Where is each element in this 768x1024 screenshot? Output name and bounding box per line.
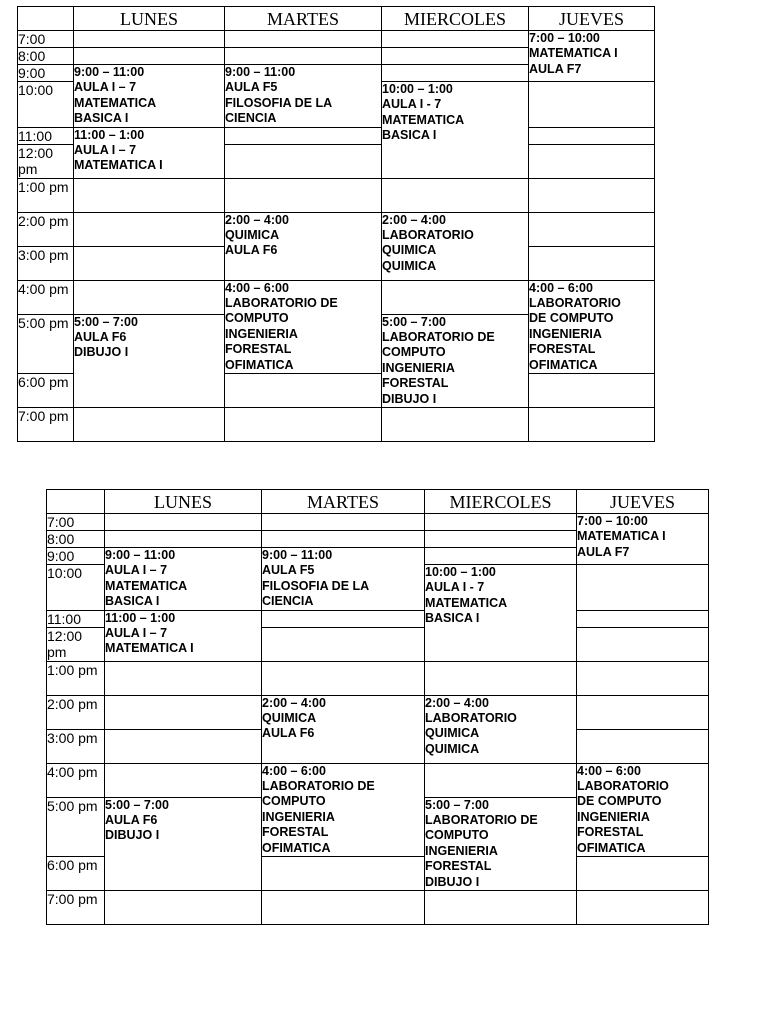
- empty-cell: [262, 610, 425, 627]
- class-block: 5:00 – 7:00 LABORATORIO DE COMPUTO INGENIERIA FORESTAL DIBUJO I: [382, 314, 529, 407]
- class-block: 9:00 – 11:00 AULA I – 7 MATEMATICA BASICA I: [74, 65, 225, 128]
- empty-cell: [529, 144, 655, 178]
- class-block: 9:00 – 11:00 AULA I – 7 MATEMATICA BASICA I: [105, 548, 262, 611]
- time-label: 10:00: [47, 565, 105, 611]
- class-block: 5:00 – 7:00 LABORATORIO DE COMPUTO INGENIERIA FORESTAL DIBUJO I: [425, 797, 577, 890]
- header-jueves: JUEVES: [577, 490, 709, 514]
- empty-cell: [529, 374, 655, 408]
- time-label: 6:00 pm: [18, 374, 74, 408]
- empty-cell: [74, 246, 225, 280]
- class-block: 11:00 – 1:00 AULA I – 7 MATEMATICA I: [105, 610, 262, 661]
- class-block: 4:00 – 6:00 LABORATORIO DE COMPUTO INGENIERIA FORESTAL OFIMATICA: [529, 280, 655, 373]
- empty-cell: [529, 212, 655, 246]
- empty-cell: [425, 514, 577, 531]
- class-block: 5:00 – 7:00 AULA F6 DIBUJO I: [74, 314, 225, 407]
- class-block: 7:00 – 10:00 MATEMATICA I AULA F7: [529, 31, 655, 82]
- empty-cell: [74, 178, 225, 212]
- empty-cell: [74, 212, 225, 246]
- time-label: 11:00: [18, 127, 74, 144]
- time-label: 2:00 pm: [47, 695, 105, 729]
- time-label: 5:00 pm: [18, 314, 74, 373]
- empty-cell: [529, 178, 655, 212]
- header-lunes: LUNES: [74, 7, 225, 31]
- class-block: 4:00 – 6:00 LABORATORIO DE COMPUTO INGENIERIA FORESTAL OFIMATICA: [577, 763, 709, 856]
- empty-cell: [225, 374, 382, 408]
- time-label: 1:00 pm: [47, 661, 105, 695]
- time-label: 4:00 pm: [47, 763, 105, 797]
- empty-cell: [529, 408, 655, 442]
- empty-cell: [425, 548, 577, 565]
- empty-cell: [577, 729, 709, 763]
- empty-cell: [262, 661, 425, 695]
- empty-cell: [577, 661, 709, 695]
- empty-cell: [577, 627, 709, 661]
- time-label: 9:00: [18, 65, 74, 82]
- time-label: 7:00: [47, 514, 105, 531]
- time-label: 7:00 pm: [18, 408, 74, 442]
- empty-cell: [382, 280, 529, 314]
- time-label: 7:00 pm: [47, 891, 105, 925]
- empty-cell: [577, 565, 709, 611]
- time-label: 11:00: [47, 610, 105, 627]
- empty-cell: [262, 531, 425, 548]
- time-label: 12:00 pm: [47, 627, 105, 661]
- class-block: 4:00 – 6:00 LABORATORIO DE COMPUTO INGENIERIA FORESTAL OFIMATICA: [225, 280, 382, 373]
- class-block: 2:00 – 4:00 LABORATORIO QUIMICA QUIMICA: [425, 695, 577, 763]
- class-block: 9:00 – 11:00 AULA F5 FILOSOFIA DE LA CIENCIA: [262, 548, 425, 611]
- time-label: 9:00: [47, 548, 105, 565]
- empty-cell: [425, 531, 577, 548]
- empty-cell: [577, 695, 709, 729]
- time-label: 2:00 pm: [18, 212, 74, 246]
- header-miercoles: MIERCOLES: [382, 7, 529, 31]
- empty-cell: [225, 31, 382, 48]
- header-martes: MARTES: [262, 490, 425, 514]
- class-block: 10:00 – 1:00 AULA I - 7 MATEMATICA BASICA I: [382, 82, 529, 179]
- empty-cell: [382, 65, 529, 82]
- empty-cell: [577, 857, 709, 891]
- empty-cell: [577, 610, 709, 627]
- class-block: 11:00 – 1:00 AULA I – 7 MATEMATICA I: [74, 127, 225, 178]
- empty-cell: [225, 48, 382, 65]
- empty-cell: [74, 48, 225, 65]
- empty-cell: [105, 661, 262, 695]
- header-lunes: LUNES: [105, 490, 262, 514]
- empty-cell: [529, 246, 655, 280]
- header-corner: [18, 7, 74, 31]
- class-block: 2:00 – 4:00 LABORATORIO QUIMICA QUIMICA: [382, 212, 529, 280]
- empty-cell: [225, 127, 382, 144]
- class-block: 9:00 – 11:00 AULA F5 FILOSOFIA DE LA CIENCIA: [225, 65, 382, 128]
- time-label: 1:00 pm: [18, 178, 74, 212]
- class-block: 2:00 – 4:00 QUIMICA AULA F6: [262, 695, 425, 763]
- time-label: 8:00: [47, 531, 105, 548]
- empty-cell: [262, 627, 425, 661]
- empty-cell: [225, 178, 382, 212]
- header-corner: [47, 490, 105, 514]
- header-miercoles: MIERCOLES: [425, 490, 577, 514]
- time-label: 5:00 pm: [47, 797, 105, 856]
- empty-cell: [262, 857, 425, 891]
- empty-cell: [105, 695, 262, 729]
- empty-cell: [225, 408, 382, 442]
- empty-cell: [225, 144, 382, 178]
- time-label: 3:00 pm: [18, 246, 74, 280]
- header-jueves: JUEVES: [529, 7, 655, 31]
- empty-cell: [577, 891, 709, 925]
- class-block: 7:00 – 10:00 MATEMATICA I AULA F7: [577, 514, 709, 565]
- empty-cell: [425, 763, 577, 797]
- schedule-table-2: [46, 489, 709, 925]
- empty-cell: [529, 127, 655, 144]
- time-label: 10:00: [18, 82, 74, 128]
- empty-cell: [382, 31, 529, 48]
- empty-cell: [74, 280, 225, 314]
- class-block: 10:00 – 1:00 AULA I - 7 MATEMATICA BASICA I: [425, 565, 577, 662]
- time-label: 4:00 pm: [18, 280, 74, 314]
- time-label: 7:00: [18, 31, 74, 48]
- empty-cell: [425, 661, 577, 695]
- empty-cell: [105, 531, 262, 548]
- empty-cell: [105, 514, 262, 531]
- empty-cell: [382, 178, 529, 212]
- empty-cell: [262, 891, 425, 925]
- class-block: 2:00 – 4:00 QUIMICA AULA F6: [225, 212, 382, 280]
- empty-cell: [74, 31, 225, 48]
- time-label: 3:00 pm: [47, 729, 105, 763]
- empty-cell: [529, 82, 655, 128]
- empty-cell: [74, 408, 225, 442]
- empty-cell: [105, 891, 262, 925]
- empty-cell: [382, 48, 529, 65]
- empty-cell: [382, 408, 529, 442]
- empty-cell: [262, 514, 425, 531]
- schedule-table-1: [17, 6, 655, 442]
- empty-cell: [425, 891, 577, 925]
- time-label: 12:00 pm: [18, 144, 74, 178]
- class-block: 4:00 – 6:00 LABORATORIO DE COMPUTO INGENIERIA FORESTAL OFIMATICA: [262, 763, 425, 856]
- class-block: 5:00 – 7:00 AULA F6 DIBUJO I: [105, 797, 262, 890]
- time-label: 8:00: [18, 48, 74, 65]
- time-label: 6:00 pm: [47, 857, 105, 891]
- header-martes: MARTES: [225, 7, 382, 31]
- empty-cell: [105, 729, 262, 763]
- empty-cell: [105, 763, 262, 797]
